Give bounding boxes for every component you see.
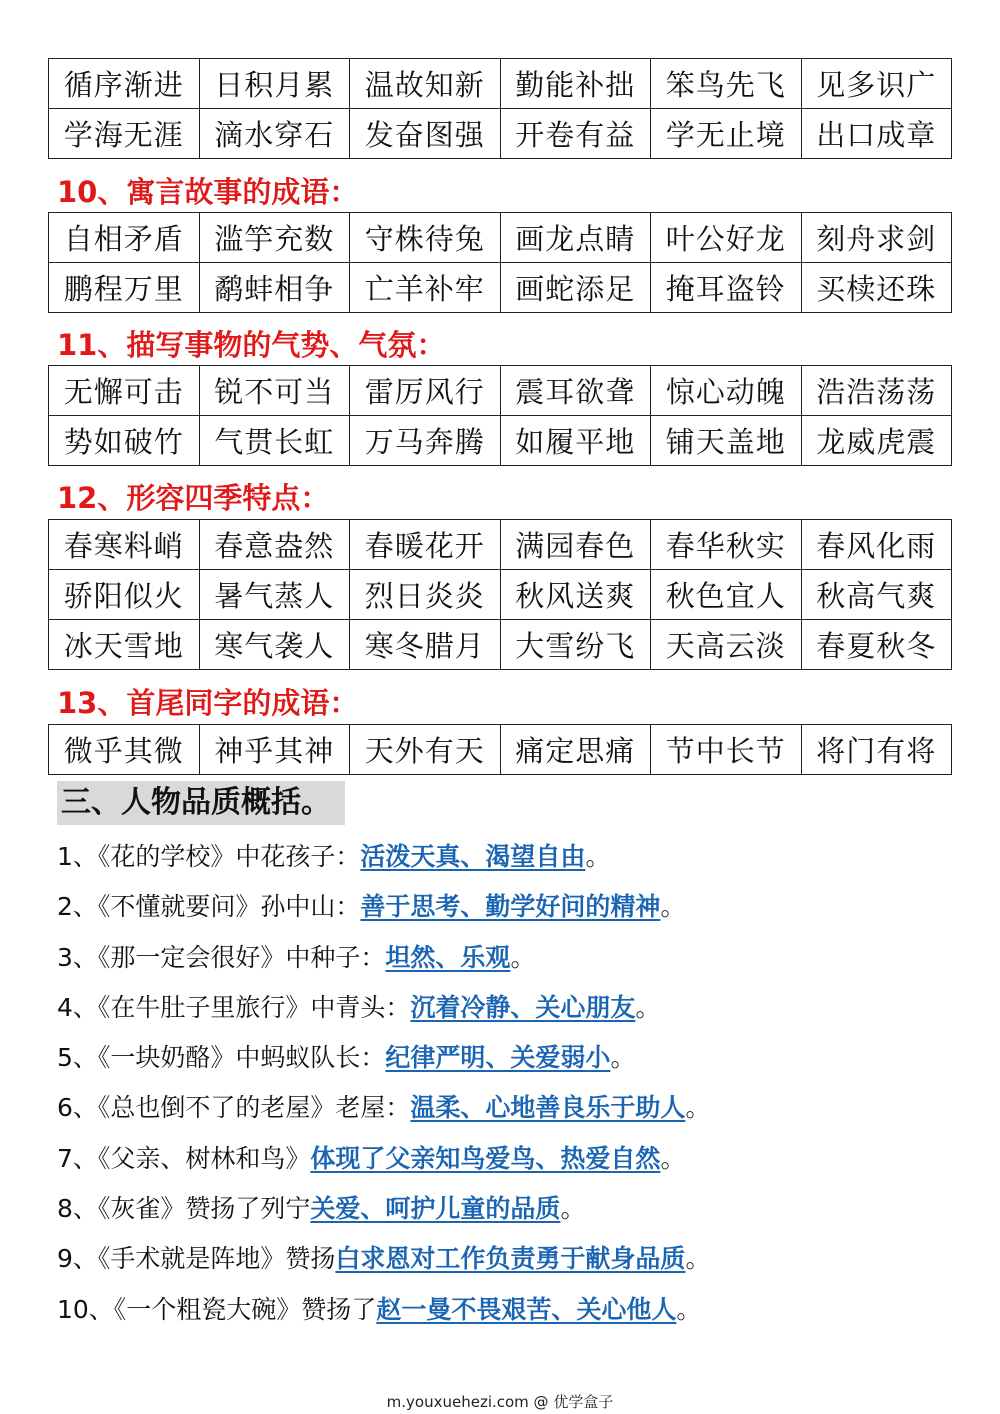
item-text: 1、《花的学校》中花孩子：: [57, 842, 361, 871]
idiom-cell: 无懈可击: [49, 366, 200, 416]
idiom-cell: 神乎其神: [199, 725, 350, 775]
answer-text: 坦然、乐观: [385, 942, 511, 972]
idiom-cell: 滥竽充数: [199, 213, 350, 263]
idiom-cell: 叶公好龙: [651, 213, 802, 263]
idiom-cell: 勤能补拙: [500, 59, 651, 109]
idiom-cell: 秋色宜人: [651, 570, 802, 620]
idiom-cell: 出口成章: [801, 109, 952, 159]
idiom-cell: 日积月累: [199, 59, 350, 109]
answer-text: 赵一曼不畏艰苦、关心他人: [376, 1294, 677, 1324]
table-row: [49, 366, 952, 416]
idiom-cell: 大雪纷飞: [500, 620, 651, 670]
answer-text: 关爱、呵护儿童的品质: [310, 1194, 561, 1224]
table-row: [49, 416, 952, 466]
table-row: [49, 725, 952, 775]
item-end: 。: [610, 1043, 636, 1073]
idiom-cell: 节中长节: [651, 725, 802, 775]
list-item: [57, 1236, 977, 1286]
list-item: [57, 1136, 977, 1186]
idiom-cell: 学无止境: [651, 109, 802, 159]
item-end: 。: [685, 1093, 711, 1123]
list-item: [57, 1186, 977, 1236]
idiom-cell: 发奋图强: [350, 109, 501, 159]
table-row: [49, 520, 952, 570]
table-row: [49, 620, 952, 670]
item-end: 。: [635, 992, 661, 1022]
idiom-cell: 亡羊补牢: [350, 263, 501, 313]
answer-text: 温柔、心地善良乐于助人: [410, 1093, 686, 1123]
section-heading-fable-idioms: 10、寓言故事的成语：: [57, 175, 359, 209]
item-end: 。: [685, 1244, 711, 1274]
item-end: 。: [660, 1143, 686, 1173]
idiom-cell: 学海无涯: [49, 109, 200, 159]
idiom-cell: 春华秋实: [651, 520, 802, 570]
idiom-cell: 锐不可当: [199, 366, 350, 416]
item-text: 9、《手术就是阵地》赞扬: [57, 1244, 336, 1274]
idiom-cell: 惊心动魄: [651, 366, 802, 416]
idiom-cell: 铺天盖地: [651, 416, 802, 466]
table-row: [49, 109, 952, 159]
item-end: 。: [660, 892, 686, 922]
idiom-cell: 守株待兔: [350, 213, 501, 263]
item-text: 6、《总也倒不了的老屋》老屋：: [57, 1093, 411, 1123]
section-heading-same-char: 13、首尾同字的成语：: [57, 686, 359, 720]
idiom-cell: 将门有将: [801, 725, 952, 775]
idiom-cell: 循序渐进: [49, 59, 200, 109]
idiom-cell: 如履平地: [500, 416, 651, 466]
idiom-cell: 春风化雨: [801, 520, 952, 570]
table-row: [49, 213, 952, 263]
idiom-cell: 雷厉风行: [350, 366, 501, 416]
idiom-cell: 天高云淡: [651, 620, 802, 670]
section-heading-seasons: 12、形容四季特点：: [57, 481, 330, 515]
idiom-table-fables: [48, 212, 952, 313]
idiom-cell: 春意盎然: [199, 520, 350, 570]
idiom-cell: 温故知新: [350, 59, 501, 109]
idiom-cell: 鹏程万里: [49, 263, 200, 313]
idiom-cell: 买椟还珠: [801, 263, 952, 313]
answer-text: 纪律严明、关爱弱小: [385, 1043, 611, 1073]
idiom-cell: 开卷有益: [500, 109, 651, 159]
part-heading-character-qualities: 三、人物品质概括。: [57, 781, 345, 825]
idiom-cell: 春暖花开: [350, 520, 501, 570]
idiom-cell: 见多识广: [801, 59, 952, 109]
item-text: 5、《一块奶酪》中蚂蚁队长：: [57, 1043, 386, 1073]
item-text: 7、《父亲、树林和鸟》: [57, 1143, 311, 1173]
answer-text: 活泼天真、渴望自由: [360, 842, 586, 871]
table-row: [49, 263, 952, 313]
character-quality-list: [57, 834, 977, 1337]
idiom-cell: 滴水穿石: [199, 109, 350, 159]
idiom-cell: 微乎其微: [49, 725, 200, 775]
footer-watermark: m.youxuehezi.com @ 优学盒子: [386, 1393, 614, 1411]
idiom-cell: 鹬蚌相争: [199, 263, 350, 313]
idiom-cell: 满园春色: [500, 520, 651, 570]
idiom-cell: 秋风送爽: [500, 570, 651, 620]
list-item: [57, 884, 977, 934]
table-row: [49, 570, 952, 620]
idiom-cell: 画蛇添足: [500, 263, 651, 313]
item-text: 4、《在牛肚子里旅行》中青头：: [57, 992, 411, 1022]
idiom-cell: 万马奔腾: [350, 416, 501, 466]
item-text: 3、《那一定会很好》中种子：: [57, 942, 386, 972]
idiom-cell: 冰天雪地: [49, 620, 200, 670]
idiom-cell: 掩耳盗铃: [651, 263, 802, 313]
list-item: [57, 1085, 977, 1135]
item-end: 。: [585, 842, 611, 871]
list-item: [57, 834, 977, 884]
idiom-cell: 寒气袭人: [199, 620, 350, 670]
item-end: 。: [560, 1194, 586, 1224]
idiom-cell: 自相矛盾: [49, 213, 200, 263]
idiom-cell: 笨鸟先飞: [651, 59, 802, 109]
idiom-cell: 痛定思痛: [500, 725, 651, 775]
item-end: 。: [510, 942, 536, 972]
idiom-cell: 寒冬腊月: [350, 620, 501, 670]
idiom-cell: 烈日炎炎: [350, 570, 501, 620]
list-item: [57, 985, 977, 1035]
item-text: 2、《不懂就要问》孙中山：: [57, 892, 361, 922]
section-heading-momentum: 11、描写事物的气势、气氛：: [57, 328, 446, 362]
idiom-cell: 刻舟求剑: [801, 213, 952, 263]
answer-text: 白求恩对工作负责勇于献身品质: [335, 1244, 686, 1274]
idiom-cell: 龙威虎震: [801, 416, 952, 466]
idiom-cell: 画龙点睛: [500, 213, 651, 263]
idiom-cell: 气贯长虹: [199, 416, 350, 466]
idiom-table-learning: [48, 58, 952, 159]
list-item: [57, 1035, 977, 1085]
idiom-table-same-char: [48, 724, 952, 775]
item-text: 8、《灰雀》赞扬了列宁: [57, 1194, 311, 1224]
idiom-cell: 暑气蒸人: [199, 570, 350, 620]
list-item: [57, 935, 977, 985]
idiom-cell: 震耳欲聋: [500, 366, 651, 416]
idiom-cell: 势如破竹: [49, 416, 200, 466]
item-end: 。: [676, 1294, 702, 1324]
idiom-cell: 天外有天: [350, 725, 501, 775]
table-row: [49, 59, 952, 109]
answer-text: 沉着冷静、关心朋友: [410, 992, 636, 1022]
idiom-table-seasons: [48, 519, 952, 670]
answer-text: 善于思考、勤学好问的精神: [360, 892, 661, 922]
idiom-cell: 春夏秋冬: [801, 620, 952, 670]
idiom-cell: 春寒料峭: [49, 520, 200, 570]
answer-text: 体现了父亲知鸟爱鸟、热爱自然: [310, 1143, 661, 1173]
item-text: 10、《一个粗瓷大碗》赞扬了: [57, 1294, 377, 1324]
idiom-cell: 秋高气爽: [801, 570, 952, 620]
idiom-cell: 浩浩荡荡: [801, 366, 952, 416]
idiom-table-momentum: [48, 365, 952, 466]
idiom-cell: 骄阳似火: [49, 570, 200, 620]
list-item: [57, 1287, 977, 1337]
